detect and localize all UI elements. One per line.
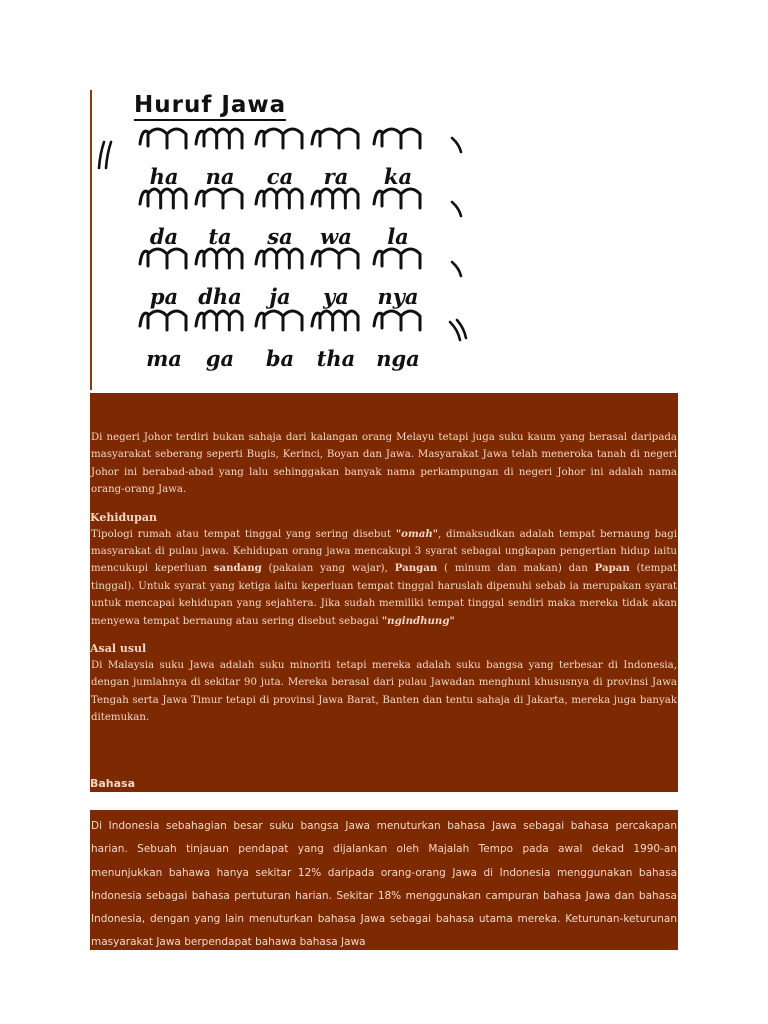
latin-syllable-ba: ba xyxy=(265,346,295,371)
kehidupan-paragraph xyxy=(90,526,678,630)
asal-usul-paragraph: Di Malaysia suku Jawa adalah suku minoriti tetapi mereka adalah suku bangsa yang terbesar di Indonesia, dengan jumlahnya di sekitar 90 juta. Mereka berasal dari pulau Jawadan menghuni khususnya di provinsi Jawa Tengah serta Jawa Timur tetapi di provinsi Jawa Barat, Banten dan tentu sahaja di Jakarta, mereka juga banyak ditemukan. xyxy=(91,660,677,724)
aksara-glyph-na xyxy=(196,129,242,148)
kehidupan-text-1: Tipologi rumah atau tempat tinggal yang sering disebut xyxy=(91,528,396,540)
aksara-glyph-la xyxy=(374,189,420,208)
latin-syllable-da: da xyxy=(149,224,179,249)
aksara-glyph-ma xyxy=(140,311,186,330)
opening-pada-mark xyxy=(99,142,111,168)
latin-syllable-wa: wa xyxy=(320,224,352,249)
aksara-glyph-tha xyxy=(312,311,358,330)
aksara-glyph-ha xyxy=(140,129,186,148)
term-pangan: Pangan xyxy=(394,562,438,575)
latin-syllable-dha: dha xyxy=(198,284,242,309)
kehidupan-text-3: (pakaian yang wajar), xyxy=(261,563,395,575)
content-panel-main xyxy=(90,393,678,792)
term-ngindhung: "ngindhung" xyxy=(381,614,455,627)
row1-end-mark xyxy=(452,138,461,152)
latin-syllable-nga: nga xyxy=(376,346,420,371)
chart-title: Huruf Jawa xyxy=(134,92,286,121)
latin-syllable-ma: ma xyxy=(146,346,182,371)
aksara-glyph-ga xyxy=(196,311,242,330)
kehidupan-text-4: ( minum dan makan) dan xyxy=(437,563,595,575)
aksara-glyph-nya xyxy=(374,249,420,268)
bahasa-paragraph: Di Indonesia sebahagian besar suku bangsa Jawa menuturkan bahasa Jawa sebagai bahasa percakapan harian. Sebuah tinjauan pendapat yang dijalankan oleh Majalah Tempo pada awal dekad 1990-an menunjukkan bahawa hanya sekitar 12% daripada orang-orang Jawa di Indonesia menggunakan bahasa Indonesia sebagai bahasa pertuturan harian. Sekitar 18% menggunakan campuran bahasa Jawa dan bahasa Indonesia, dengan yang lain menuturkan bahasa Jawa sebagai bahasa utama mereka. Keturunan-keturunan masyarakat Jawa berpendapat bahawa bahasa Jawa xyxy=(91,820,677,949)
aksara-glyph-dha xyxy=(196,249,242,268)
aksara-glyph-da xyxy=(140,189,186,208)
latin-syllable-ha: ha xyxy=(149,164,179,189)
latin-syllable-pa: pa xyxy=(149,284,179,309)
row2-end-mark xyxy=(452,202,461,216)
kehidupan-text-2: , dimaksudkan adalah tempat bernaung bagi masyarakat di pulau jawa. Kehidupan orang jawa mencakupi 3 syarat sebagai ungkapan pengertian hidup iaitu mencukupi keperluan xyxy=(91,528,677,575)
kehidupan-text-5: (tempat tinggal). Untuk syarat yang ketiga iaitu keperluan tempat tinggal haruslah dipenuhi sebab ia merupakan syarat untuk mencapai kehidupan yang sejahtera. Jika sudah memiliki tempat tinggal sendiri maka mereka tidak akan menyewa tempat bernaung atau sering disebut sebagai xyxy=(91,563,678,627)
latin-syllable-ya: ya xyxy=(323,284,349,309)
heading-asal-usul: Asal usul xyxy=(90,642,147,656)
script-grid xyxy=(92,90,472,390)
aksara-glyph-nga xyxy=(374,311,420,330)
aksara-glyph-pa xyxy=(140,249,186,268)
aksara-glyph-ca xyxy=(256,129,302,148)
intro-paragraph: Di negeri Johor terdiri bukan sahaja dari kalangan orang Melayu tetapi juga suku kaum yang berasal daripada masyarakat seberang seperti Bugis, Kerinci, Boyan dan Jawa. Masyarakat Jawa telah meneroka tanah di negeri Johor ini berabad-abad yang lalu sehinggakan banyak nama perkampungan di negeri Johor ini adalah nama orang-orang Jawa. xyxy=(91,432,677,496)
latin-syllable-ra: ra xyxy=(323,164,349,189)
latin-syllable-sa: sa xyxy=(267,224,293,249)
latin-syllable-la: la xyxy=(387,224,409,249)
aksara-glyph-ba xyxy=(256,311,302,330)
aksara-glyph-ja xyxy=(256,249,302,268)
latin-syllable-ca: ca xyxy=(266,164,294,189)
aksara-glyph-ya xyxy=(312,249,358,268)
heading-bahasa: Bahasa xyxy=(90,777,136,790)
row3-end-mark xyxy=(452,262,461,276)
latin-syllable-ga: ga xyxy=(205,346,235,371)
term-papan: Papan xyxy=(594,562,630,575)
heading-kehidupan: Kehidupan xyxy=(90,510,157,524)
aksara-glyph-ra xyxy=(312,129,358,148)
latin-syllable-tha: tha xyxy=(316,346,356,371)
aksara-glyph-sa xyxy=(256,189,302,208)
latin-syllable-ta: ta xyxy=(208,224,232,249)
aksara-glyph-ka xyxy=(374,129,420,148)
term-sandang: sandang xyxy=(213,562,262,575)
row4-end-mark-a xyxy=(450,322,460,340)
latin-syllable-na: na xyxy=(205,164,235,189)
aksara-glyph-ta xyxy=(196,189,242,208)
term-omah: "omah" xyxy=(395,527,439,540)
javanese-script-chart xyxy=(90,90,472,390)
latin-syllable-ja: ja xyxy=(269,284,291,309)
latin-syllable-ka: ka xyxy=(383,164,413,189)
aksara-glyph-wa xyxy=(312,189,358,208)
content-panel-bahasa xyxy=(90,810,678,950)
latin-syllable-nya: nya xyxy=(377,284,419,309)
